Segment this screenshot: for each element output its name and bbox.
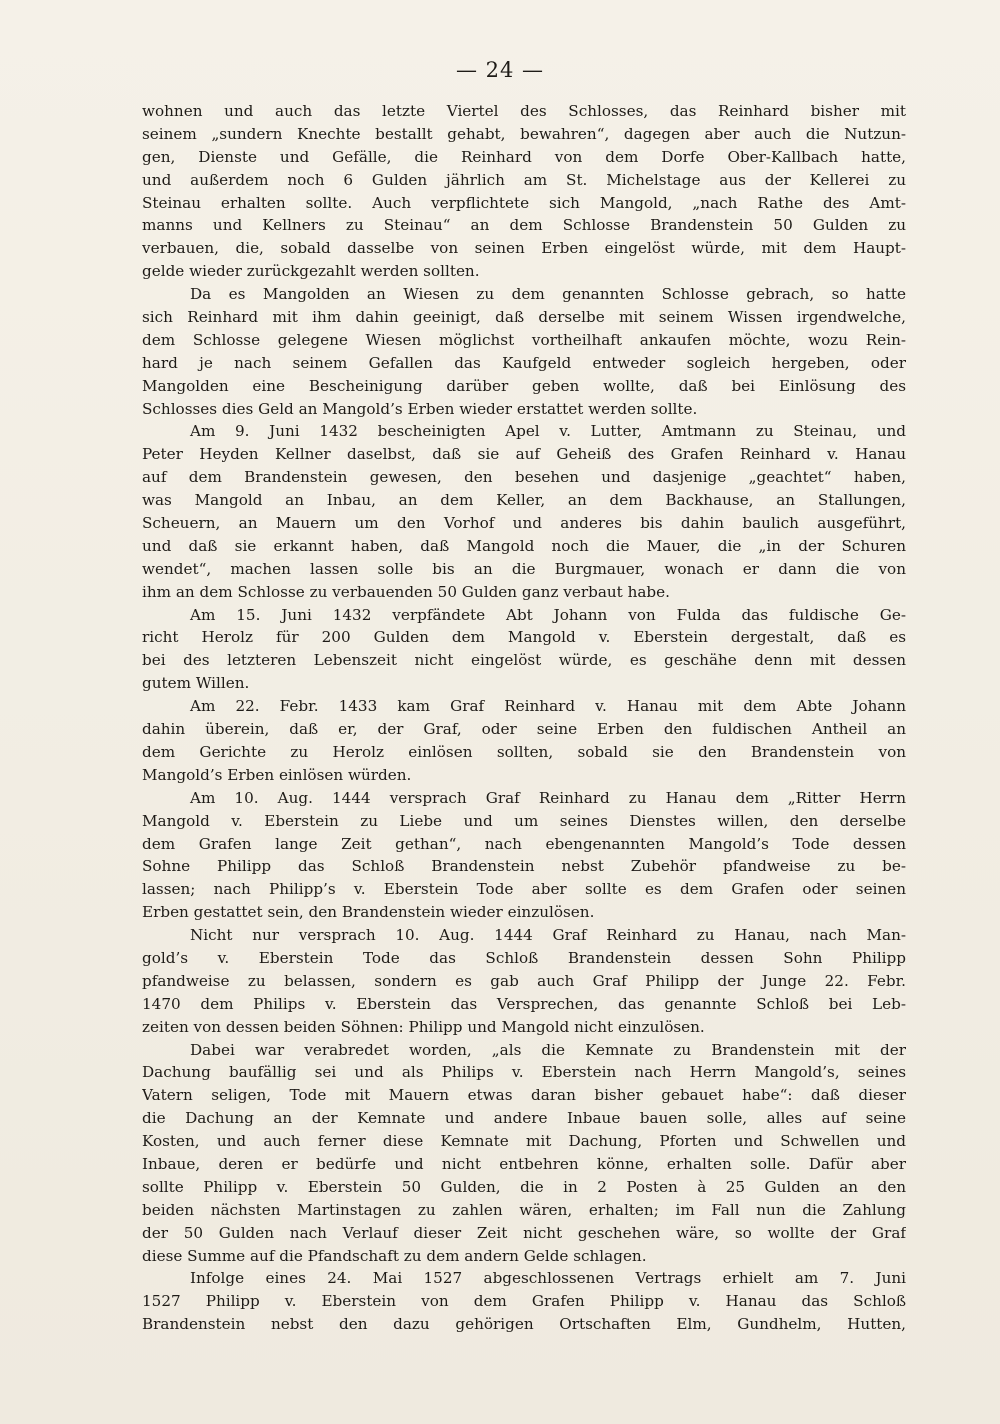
text-line: Peter Heyden Kellner daselbst, daß sie auf Geheiß des Grafen Reinhard v. Hanau (142, 445, 906, 464)
text-line: auf dem Brandenstein gewesen, den besehen und dasjenige „geachtet“ haben, (142, 468, 906, 487)
text-line: Nicht nur versprach 10. Aug. 1444 Graf Reinhard zu Hanau, nach Man- (190, 926, 906, 945)
text-line: der 50 Gulden nach Verlauf dieser Zeit nicht geschehen wäre, so wollte der Graf (142, 1223, 906, 1242)
text-line: dem Grafen lange Zeit gethan“, nach ebengenannten Mangold’s Tode dessen (142, 834, 906, 853)
text-line: pfandweise zu belassen, sondern es gab auch Graf Philipp der Junge 22. Febr. (142, 971, 906, 990)
text-line: Mangolden eine Bescheinigung darüber geben wollte, daß bei Einlösung des (142, 376, 906, 395)
page-number: — 24 — (455, 58, 545, 82)
text-line: Da es Mangolden an Wiesen zu dem genannten Schlosse gebrach, so hatte (190, 285, 906, 304)
text-line: sollte Philipp v. Eberstein 50 Gulden, die in 2 Posten à 25 Gulden an den (142, 1177, 906, 1196)
text-line: Mangold v. Eberstein zu Liebe und um seines Dienstes willen, den derselbe (142, 811, 906, 830)
text-line: wendet“, machen lassen solle bis an die Burgmauer, wonach er dann die von (142, 559, 906, 578)
text-line: verbauen, die, sobald dasselbe von seinen Erben eingelöst würde, mit dem Haupt- (142, 239, 906, 258)
text-line: dahin überein, daß er, der Graf, oder seine Erben den fuldischen Antheil an (142, 720, 906, 739)
text-line: wohnen und auch das letzte Viertel des Schlosses, das Reinhard bisher mit (142, 102, 906, 120)
text-line: Infolge eines 24. Mai 1527 abgeschlossenen Vertrags erhielt am 7. Juni (190, 1269, 906, 1288)
text-line: Scheuern, an Mauern um den Vorhof und anderes bis dahin baulich ausgeführt, (142, 514, 906, 533)
text-line: gutem Willen. (142, 674, 250, 693)
text-line: Am 10. Aug. 1444 versprach Graf Reinhard zu Hanau dem „Ritter Herrn (190, 788, 906, 807)
text-line: dem Gerichte zu Herolz einlösen sollten, sobald sie den Brandenstein von (142, 742, 906, 761)
text-line: sich Reinhard mit ihm dahin geeinigt, daß derselbe mit seinem Wissen irgendwelche, (142, 308, 906, 327)
text-line: Steinau erhalten sollte. Auch verpflichtete sich Mangold, „nach Rathe des Amt- (142, 193, 906, 212)
text-line: lassen; nach Philipp’s v. Eberstein Tode aber sollte es dem Grafen oder seinen (142, 880, 906, 899)
text-line: hard je nach seinem Gefallen das Kaufgeld entweder sogleich hergeben, oder (142, 353, 906, 372)
text-line: 1470 dem Philips v. Eberstein das Versprechen, das genannte Schloß bei Leb- (142, 994, 906, 1013)
text-line: Kosten, und auch ferner diese Kemnate mit Dachung, Pforten und Schwellen und (142, 1132, 906, 1151)
text-line: seinem „sundern Knechte bestallt gehabt, bewahren“, dagegen aber auch die Nutzun- (142, 124, 906, 143)
text-line: richt Herolz für 200 Gulden dem Mangold v. Eberstein dergestalt, daß es (142, 628, 906, 647)
text-line: Brandenstein nebst den dazu gehörigen Ortschaften Elm, Gundhelm, Hutten, (142, 1315, 906, 1334)
text-line: Erben gestattet sein, den Brandenstein wieder einzulösen. (142, 903, 595, 922)
text-line: und daß sie erkannt haben, daß Mangold noch die Mauer, die „in der Schuren (142, 536, 906, 555)
text-line: dem Schlosse gelegene Wiesen möglichst vortheilhaft ankaufen möchte, wozu Rein- (142, 330, 906, 349)
text-line: Am 9. Juni 1432 bescheinigten Apel v. Lutter, Amtmann zu Steinau, und (190, 422, 906, 441)
text-line: und außerdem noch 6 Gulden jährlich am St. Michelstage aus der Kellerei zu (142, 170, 906, 189)
text-line: diese Summe auf die Pfandschaft zu dem andern Gelde schlagen. (142, 1246, 647, 1265)
text-line: Dachung baufällig sei und als Philips v. Eberstein nach Herrn Mangold’s, seines (142, 1063, 906, 1082)
text-line: ihm an dem Schlosse zu verbauenden 50 Gulden ganz verbaut habe. (142, 582, 670, 601)
text-line: gelde wieder zurückgezahlt werden sollten. (142, 262, 480, 281)
text-line: beiden nächsten Martinstagen zu zahlen wären, erhalten; im Fall nun die Zahlung (142, 1200, 906, 1219)
text-line: Vatern seligen, Tode mit Mauern etwas daran bisher gebauet habe“: daß dieser (142, 1086, 906, 1105)
text-line: Dabei war verabredet worden, „als die Kemnate zu Brandenstein mit der (190, 1040, 906, 1059)
text-line: gold’s v. Eberstein Tode das Schloß Brandenstein dessen Sohn Philipp (142, 948, 906, 967)
text-line: Inbaue, deren er bedürfe und nicht entbehren könne, erhalten solle. Dafür aber (142, 1154, 906, 1173)
body-text (142, 100, 906, 1336)
text-line: bei des letzteren Lebenszeit nicht eingelöst würde, es geschähe denn mit dessen (142, 651, 906, 670)
text-line: die Dachung an der Kemnate und andere Inbaue bauen solle, alles auf seine (142, 1109, 906, 1128)
text-line: Schlosses dies Geld an Mangold’s Erben wieder erstattet werden sollte. (142, 399, 698, 418)
text-line: Am 15. Juni 1432 verpfändete Abt Johann von Fulda das fuldische Ge- (190, 605, 906, 624)
text-line: gen, Dienste und Gefälle, die Reinhard von dem Dorfe Ober-Kallbach hatte, (142, 147, 906, 166)
text-line: 1527 Philipp v. Eberstein von dem Grafen Philipp v. Hanau das Schloß (142, 1292, 906, 1311)
text-line: zeiten von dessen beiden Söhnen: Philipp und Mangold nicht einzulösen. (142, 1017, 705, 1036)
text-line: Sohne Philipp das Schloß Brandenstein nebst Zubehör pfandweise zu be- (142, 857, 906, 876)
text-line: manns und Kellners zu Steinau“ an dem Schlosse Brandenstein 50 Gulden zu (142, 216, 906, 235)
text-line: was Mangold an Inbau, an dem Keller, an dem Backhause, an Stallungen, (142, 491, 906, 510)
text-line: Mangold’s Erben einlösen würden. (142, 765, 412, 784)
text-line: Am 22. Febr. 1433 kam Graf Reinhard v. Hanau mit dem Abte Johann (190, 697, 906, 716)
